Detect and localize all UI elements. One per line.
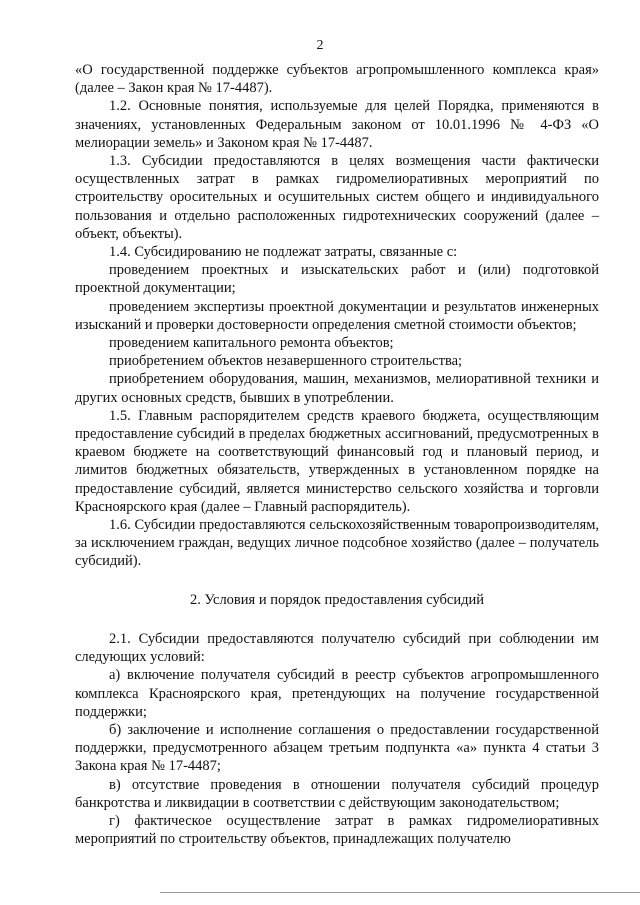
list-item-design-works: проведением проектных и изыскательских работ и (или) подготовкой проектной документации; [75,262,599,297]
list-item-expertise: проведением экспертизы проектной документации и результатов инженерных изысканий и проверки достоверности определения сметной стоимости объектов; [75,298,599,333]
page-number: 2 [316,38,324,53]
paragraph-continuation: «О государственной поддержке субъектов агропромышленного комплекса края» (далее – Закон края № 17-4487). [75,62,599,97]
section-heading: 2. Условия и порядок предоставления субсидий [189,591,484,608]
condition-c: в) отсутствие проведения в отношении получателя субсидий процедур банкротства и ликвидации в соответствии с действующим законодательством; [75,776,599,811]
list-item-capital-repair: проведением капитального ремонта объектов; [109,335,394,352]
condition-b: б) заключение и исполнение соглашения о предоставлении государственной поддержки, предусмотренного абзацем третьим подпункта «а» пункта 4 статьи 3 Закона края № 17-4487; [75,721,599,775]
paragraph-1-3: 1.3. Субсидии предоставляются в целях возмещения части фактически осуществленных затрат в рамках гидромелиоративных мероприятий по строительству оросительных и осушительных систем общего и индивидуального пользования и отдельно расположенных гидротехнических сооружений (далее – объект, объекты). [75,153,599,242]
list-item-unfinished-construction: приобретением объектов незавершенного строительства; [109,353,463,370]
paragraph-1-2: 1.2. Основные понятия, используемые для целей Порядка, применяются в значениях, установленных Федеральным законом от 10.01.1996 № 4-ФЗ «О мелиорации земель» и Законом края № 17-4487. [75,98,599,151]
paragraph-1-6: 1.6. Субсидии предоставляются сельскохозяйственным товаропроизводителям, за исключением граждан, ведущих личное подсобное хозяйство (далее – получатель субсидий). [75,517,599,570]
condition-a: а) включение получателя субсидий в реестр субъектов агропромышленного комплекса Красноярского края, претендующих на получение государственной поддержки; [75,667,599,720]
condition-d: г) фактическое осуществление затрат в рамках гидромелиоративных мероприятий по строительству объектов, принадлежащих получателю [75,812,599,848]
paragraph-2-1: 2.1. Субсидии предоставляются получателю субсидий при соблюдении им следующих условий: [75,630,599,666]
document-body [75,61,599,848]
paragraph-1-5: 1.5. Главным распорядителем средств краевого бюджета, осуществляющим предоставление субсидий в пределах бюджетных ассигнований, предусмотренных в краевом бюджете на соответствующий финансовый год и плановый период, и лимитов бюджетных обязательств, утвержденных в установленном порядке на предоставление субсидий, является министерство сельского хозяйства и торговли Красноярского края (далее – Главный распорядитель). [75,407,599,515]
page-bottom-divider [160,892,640,893]
list-item-used-equipment: приобретением оборудования, машин, механизмов, мелиоративной техники и других основных средств, бывших в употреблении. [75,371,599,406]
paragraph-1-4: 1.4. Субсидированию не подлежат затраты, связанные с: [109,244,458,261]
